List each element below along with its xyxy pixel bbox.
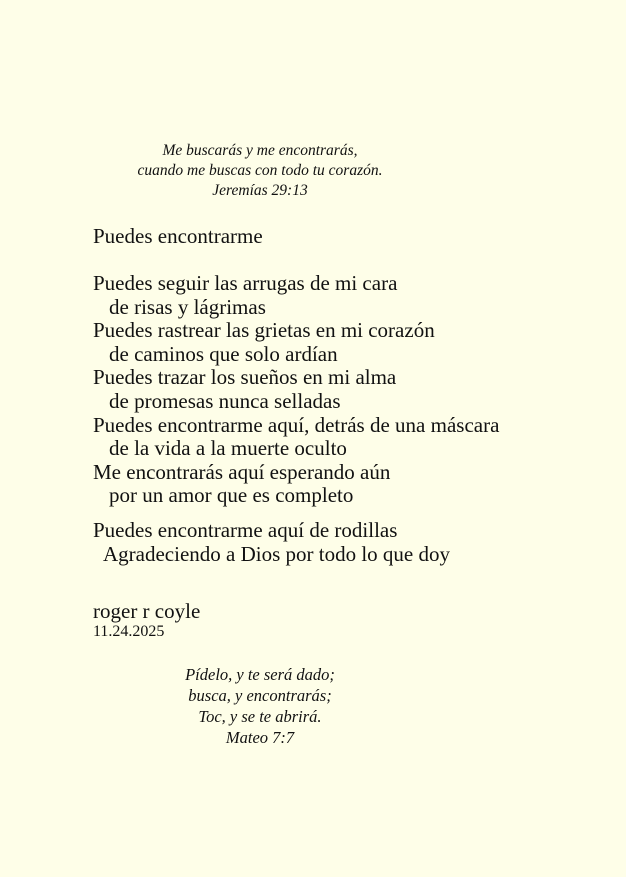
poem-line: Puedes seguir las arrugas de mi cara <box>93 271 398 295</box>
poem-line: por un amor que es completo <box>109 483 354 508</box>
author-name: roger r coyle <box>93 599 201 623</box>
poem-line: Puedes encontrarme aquí de rodillas <box>93 517 398 542</box>
epigraph-bottom-line: busca, y encontrarás; <box>188 686 332 705</box>
poem-date: 11.24.2025 <box>93 623 165 640</box>
epigraph-top-citation: Jeremías 29:13 <box>212 182 308 199</box>
epigraph-bottom-line: Pídelo, y te será dado; <box>185 665 335 684</box>
epigraph-bottom-line: Toc, y se te abrirá. <box>198 707 322 726</box>
poem-line: Puedes rastrear las grietas en mi corazón <box>93 318 435 343</box>
epigraph-top-line: cuando me buscas con todo tu corazón. <box>137 162 383 179</box>
epigraph-top <box>0 141 520 201</box>
poem-title: Puedes encontrarme <box>93 224 263 248</box>
poem-line: de la vida a la muerte oculto <box>109 436 347 461</box>
epigraph-bottom-citation: Mateo 7:7 <box>225 728 295 747</box>
stanza-2 <box>93 519 499 566</box>
poem-line: Me encontrarás aquí esperando aún <box>93 459 391 484</box>
poem-line: Agradeciendo a Dios por todo lo que doy <box>103 541 451 566</box>
poem-line: de risas y lágrimas <box>109 294 266 319</box>
poem-line: Puedes trazar los sueños en mi alma <box>93 365 397 390</box>
poem-line: Puedes encontrarme aquí, detrás de una máscara <box>93 412 500 437</box>
poem-body <box>93 272 499 566</box>
poem-line: de caminos que solo ardían <box>109 341 338 366</box>
epigraph-bottom <box>0 664 520 748</box>
stanza-1 <box>93 272 499 508</box>
poem-line: de promesas nunca selladas <box>109 388 341 413</box>
epigraph-top-line: Me buscarás y me encontrarás, <box>162 142 358 159</box>
